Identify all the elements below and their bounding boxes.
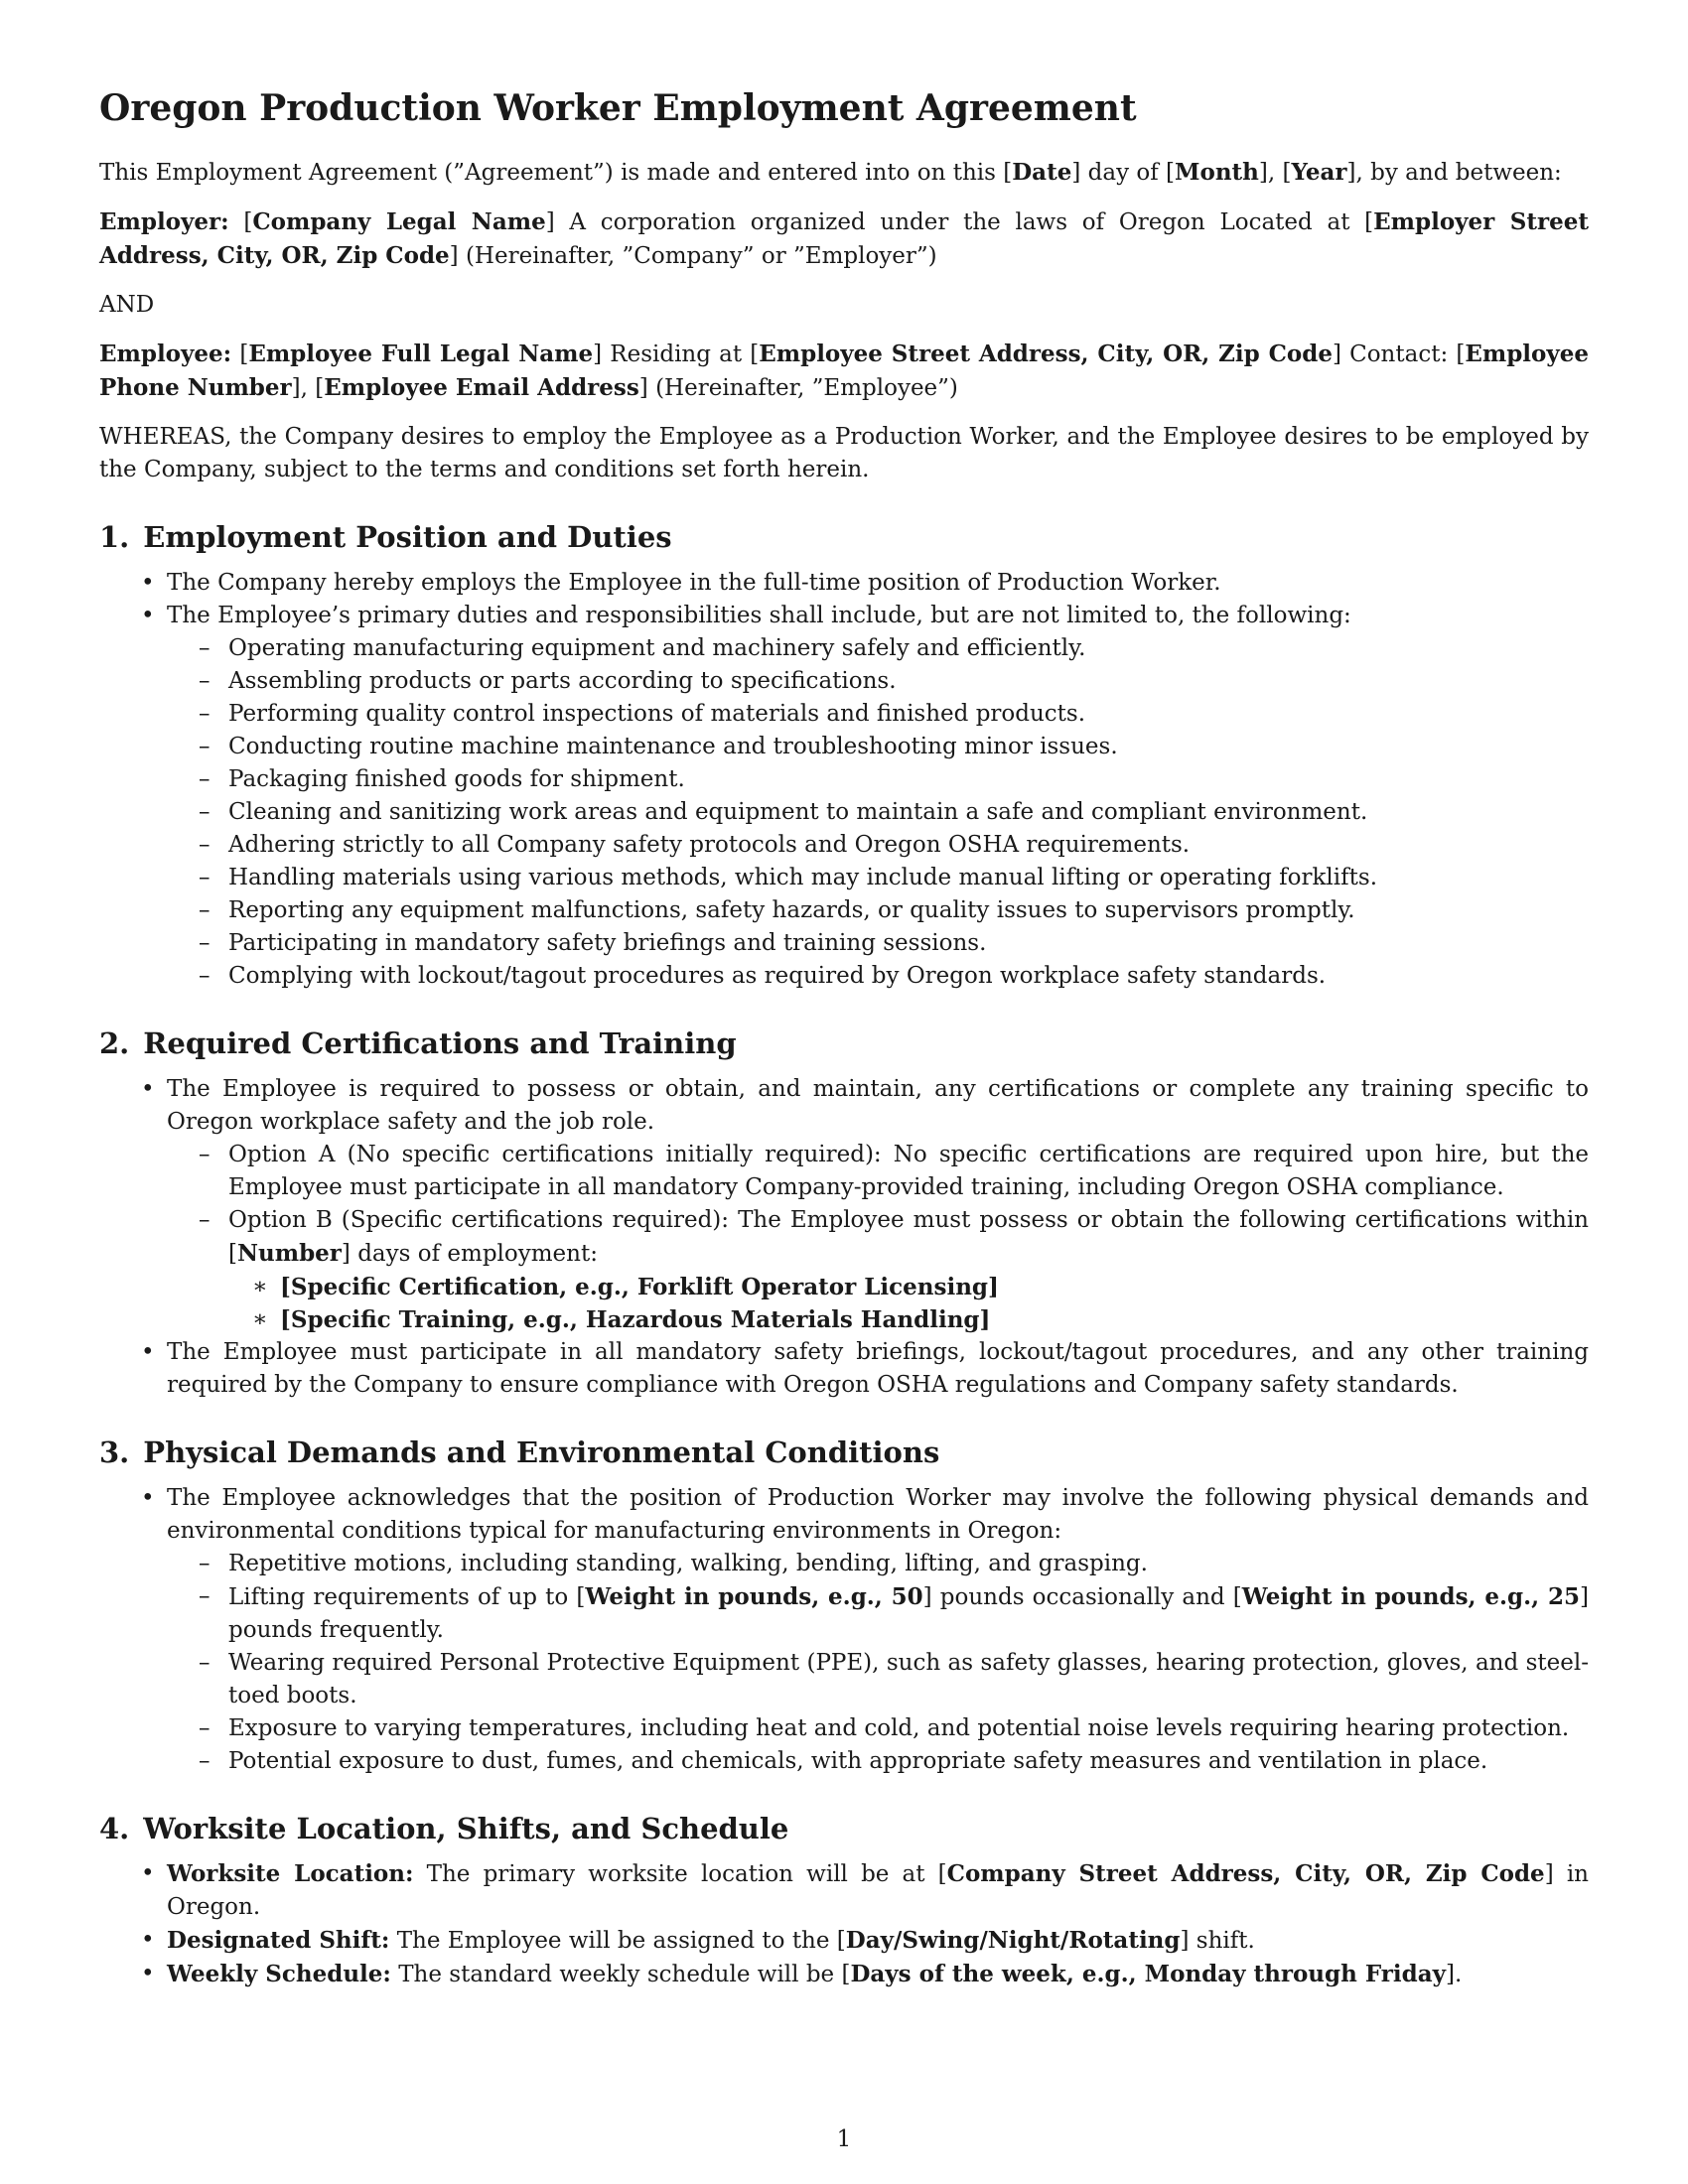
employer-paragraph bbox=[99, 205, 1589, 273]
duty-item: – Adhering strictly to all Company safety protocols and Oregon OSHA requirements. bbox=[167, 829, 1589, 862]
duty-item: – Assembling products or parts according to specifications. bbox=[167, 665, 1589, 698]
whereas-paragraph: WHEREAS, the Company desires to employ the Employee as a Production Worker, and the Employee desires to be employed by the Company, subject to the terms and conditions set forth herein. bbox=[99, 424, 1589, 483]
section-title: Worksite Location, Shifts, and Schedule bbox=[143, 1811, 789, 1845]
list-item-text: The primary worksite location will be at [ bbox=[413, 1861, 947, 1888]
employee-email-placeholder: Employee Email Address bbox=[324, 374, 639, 402]
designated-shift-item bbox=[99, 1924, 1589, 1958]
weight-occasional-placeholder: Weight in pounds, e.g., 50 bbox=[585, 1582, 923, 1610]
list-item bbox=[99, 600, 1589, 993]
employee-text: ], [ bbox=[291, 375, 325, 402]
demand-text: Lifting requirements of up to [ bbox=[228, 1583, 586, 1610]
option-b-text: ] days of employment: bbox=[341, 1240, 598, 1267]
section-3-list bbox=[99, 1482, 1589, 1778]
demand-text: ] pounds frequently. bbox=[228, 1583, 1589, 1643]
weight-frequent-placeholder: Weight in pounds, e.g., 25 bbox=[1241, 1582, 1581, 1610]
list-item-text: ] in Oregon. bbox=[167, 1861, 1589, 1921]
employee-name-placeholder: Employee Full Legal Name bbox=[248, 341, 594, 368]
worksite-location-label: Worksite Location: bbox=[167, 1860, 414, 1888]
section-title: Physical Demands and Environmental Conditions bbox=[143, 1434, 940, 1469]
number-placeholder: Number bbox=[236, 1239, 342, 1267]
section-number: 4. bbox=[99, 1811, 130, 1845]
certification-item: ∗ [Specific Certification, e.g., Forklift Operator Licensing] bbox=[228, 1271, 1589, 1303]
section-number: 2. bbox=[99, 1025, 130, 1060]
duty-item: – Participating in mandatory safety briefings and training sessions. bbox=[167, 927, 1589, 960]
employer-address-placeholder: Employer Street Address, City, OR, Zip Code bbox=[99, 208, 1589, 270]
list-item-text: The Employee is required to possess or obtain, and maintain, any certifications or complete any training specific to Oregon workplace safety and the job role. bbox=[167, 1075, 1589, 1135]
intro-text: ], [ bbox=[1258, 160, 1292, 187]
employee-phone-placeholder: Employee Phone Number bbox=[99, 341, 1590, 402]
list-item bbox=[99, 1073, 1589, 1336]
intro-text: This Employment Agreement (”Agreement”) is made and entered into on this [ bbox=[99, 160, 1013, 187]
list-item-text: The standard weekly schedule will be [ bbox=[390, 1962, 851, 1988]
section-number: 1. bbox=[99, 520, 130, 555]
employer-text: [ bbox=[228, 209, 253, 236]
duties-list bbox=[167, 632, 1589, 993]
options-list bbox=[167, 1139, 1589, 1336]
duty-item: – Complying with lockout/tagout procedures as required by Oregon workplace safety standards. bbox=[167, 960, 1589, 993]
section-title: Employment Position and Duties bbox=[143, 520, 672, 555]
section-4-list bbox=[99, 1857, 1589, 1991]
section-2-list bbox=[99, 1073, 1589, 1402]
list-item: • The Company hereby employs the Employee in the full-time position of Production Worker. bbox=[99, 567, 1589, 600]
list-item-text: The Employee’s primary duties and responsibilities shall include, but are not limited to, the following: bbox=[167, 602, 1351, 628]
duty-item: – Operating manufacturing equipment and machinery safely and efficiently. bbox=[167, 632, 1589, 665]
employer-text: ] A corporation organized under the laws of Oregon Located at [ bbox=[545, 209, 1374, 236]
section-2-heading bbox=[99, 1026, 1589, 1061]
duty-item: – Cleaning and sanitizing work areas and equipment to maintain a safe and compliant environment. bbox=[167, 796, 1589, 829]
certifications-list bbox=[228, 1271, 1589, 1336]
demand-text: ] pounds occasionally and [ bbox=[922, 1583, 1242, 1610]
section-4-heading bbox=[99, 1812, 1589, 1846]
year-placeholder: Year bbox=[1291, 159, 1347, 187]
demand-item: – Repetitive motions, including standing, walking, bending, lifting, and grasping. bbox=[167, 1548, 1589, 1580]
list-item-text: The Employee will be assigned to the [ bbox=[389, 1928, 846, 1955]
list-item bbox=[99, 1482, 1589, 1778]
demand-item bbox=[167, 1580, 1589, 1647]
employee-text: ] Contact: [ bbox=[1332, 341, 1466, 368]
employer-label: Employer: bbox=[99, 208, 229, 236]
company-address-placeholder: Company Street Address, City, OR, Zip Code bbox=[946, 1860, 1545, 1888]
employer-text: ] (Hereinafter, ”Company” or ”Employer”) bbox=[449, 243, 937, 270]
demand-item: – Exposure to varying temperatures, including heat and cold, and potential noise levels requiring hearing protection. bbox=[167, 1712, 1589, 1745]
employee-text: ] Residing at [ bbox=[593, 341, 760, 368]
intro-text: ] day of [ bbox=[1071, 160, 1176, 187]
section-1-heading bbox=[99, 520, 1589, 555]
duty-item: – Handling materials using various methods, which may include manual lifting or operating forklifts. bbox=[167, 862, 1589, 894]
demand-item: – Wearing required Personal Protective Equipment (PPE), such as safety glasses, hearing protection, gloves, and steel-toed boots. bbox=[167, 1647, 1589, 1712]
option-a-item: – Option A (No specific certifications initially required): No specific certifications are required upon hire, but the Employee must participate in all mandatory Company-provided training, including Oregon OSHA compliance. bbox=[167, 1139, 1589, 1204]
designated-shift-label: Designated Shift: bbox=[167, 1927, 390, 1955]
duty-item: – Packaging finished goods for shipment. bbox=[167, 763, 1589, 796]
intro-paragraph bbox=[99, 156, 1589, 190]
worksite-location-item bbox=[99, 1857, 1589, 1924]
list-item-text: ] shift. bbox=[1180, 1928, 1255, 1955]
duty-item: – Conducting routine machine maintenance and troubleshooting minor issues. bbox=[167, 731, 1589, 763]
section-number: 3. bbox=[99, 1434, 130, 1469]
intro-text: ], by and between: bbox=[1346, 160, 1562, 187]
weekly-schedule-label: Weekly Schedule: bbox=[167, 1961, 391, 1988]
section-3-heading bbox=[99, 1435, 1589, 1470]
demand-item: – Potential exposure to dust, fumes, and chemicals, with appropriate safety measures and ventilation in place. bbox=[167, 1745, 1589, 1778]
employee-label: Employee: bbox=[99, 341, 232, 368]
month-placeholder: Month bbox=[1175, 159, 1259, 187]
demands-list bbox=[167, 1548, 1589, 1778]
page-number: 1 bbox=[836, 2126, 852, 2152]
certification-item: ∗ [Specific Training, e.g., Hazardous Materials Handling] bbox=[228, 1303, 1589, 1336]
employee-text: ] (Hereinafter, ”Employee”) bbox=[638, 375, 958, 402]
company-name-placeholder: Company Legal Name bbox=[252, 208, 546, 236]
section-title: Required Certifications and Training bbox=[143, 1025, 737, 1060]
duty-item: – Performing quality control inspections of materials and finished products. bbox=[167, 698, 1589, 731]
days-placeholder: Days of the week, e.g., Monday through Friday bbox=[850, 1961, 1446, 1988]
section-1-list bbox=[99, 567, 1589, 993]
option-b-text: Option B (Specific certifications required): The Employee must possess or obtain the following certifications within [ bbox=[228, 1206, 1589, 1267]
employee-text: [ bbox=[231, 341, 249, 368]
duty-item: – Reporting any equipment malfunctions, safety hazards, or quality issues to supervisors promptly. bbox=[167, 894, 1589, 927]
employee-paragraph bbox=[99, 338, 1589, 405]
shift-placeholder: Day/Swing/Night/Rotating bbox=[845, 1927, 1181, 1955]
date-placeholder: Date bbox=[1012, 159, 1072, 187]
and-text: AND bbox=[99, 292, 155, 319]
list-item-text: The Employee acknowledges that the position of Production Worker may involve the following physical demands and environmental conditions typical for manufacturing environments in Oregon: bbox=[167, 1484, 1589, 1544]
list-item: • The Employee must participate in all mandatory safety briefings, lockout/tagout procedures, and any other training required by the Company to ensure compliance with Oregon OSHA regulations and Company safety standards. bbox=[99, 1336, 1589, 1402]
option-b-item bbox=[167, 1204, 1589, 1336]
list-item-text: ]. bbox=[1445, 1962, 1463, 1988]
document-title: Oregon Production Worker Employment Agreement bbox=[99, 87, 1137, 129]
weekly-schedule-item bbox=[99, 1958, 1589, 1991]
employee-address-placeholder: Employee Street Address, City, OR, Zip Code bbox=[759, 341, 1333, 368]
